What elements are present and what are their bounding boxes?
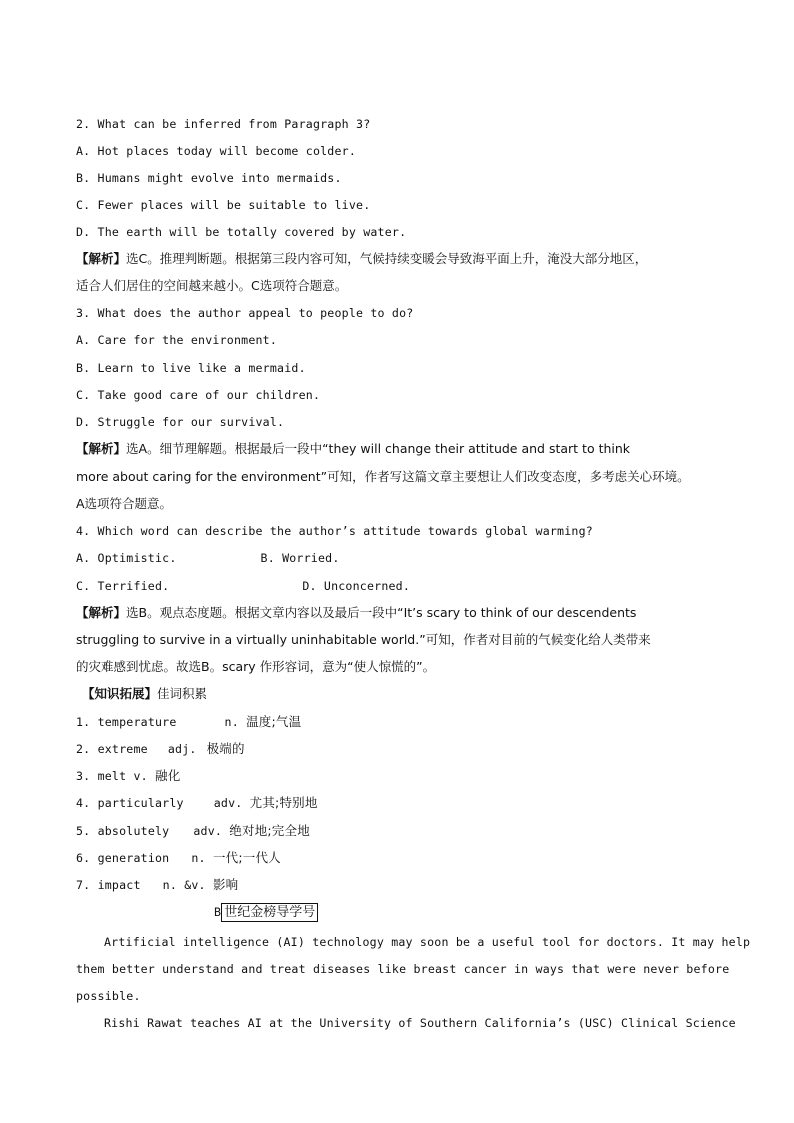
passage-p1-line-2: them better understand and treat diseases like breast cancer in ways that were never before [76,962,730,976]
passage-p1-line-3: possible. [76,989,141,1003]
vocab-pos: n. [224,715,239,729]
vocab-item [76,766,718,786]
question-2: 2. What can be inferred from Paragraph 3? [76,117,371,131]
q3-analysis-line-1 [76,439,718,459]
vocab-item [76,848,718,868]
vocab-num: 5. [76,824,91,838]
vocab-meaning: 融化 [155,768,181,783]
vocab-item [76,739,718,759]
vocab-item [76,793,718,813]
vocab-heading-text: 佳词积累 [157,686,208,701]
q3-option-a: A. Care for the environment. [76,333,278,347]
vocab-heading-tag: 【知识拓展】 [82,686,158,701]
vocab-meaning: 影响 [212,877,239,892]
passage-p1-line-1: Artificial intelligence (AI) technology may soon be a useful tool for doctors. It may help [104,935,751,949]
q2-option-d: D. The earth will be totally covered by water. [76,225,407,239]
analysis-tag: 【解析】 [76,605,127,620]
q4-analysis-line-2: struggling to survive in a virtually uninhabitable world.”可知，作者对目前的气候变化给人类带来 [76,632,651,647]
vocab-pos: v. [133,769,148,783]
section-letter: B [214,905,222,919]
question-3: 3. What does the author appeal to people to do? [76,306,414,320]
q2-option-b: B. Humans might evolve into mermaids. [76,171,342,185]
q3-analysis-text-1: 选A。细节理解题。根据最后一段中“they will change their attitude and start to think [126,441,631,456]
q4-analysis-line-1 [76,603,718,623]
vocab-heading [82,684,724,704]
passage-p2-line-1: Rishi Rawat teaches AI at the University of Southern California’s (USC) Clinical Science [104,1016,736,1030]
vocab-word: generation [97,851,170,865]
q3-analysis-line-2: more about caring for the environment”可知，作者写这篇文章主要想让人们改变态度，多考虑关心环境。 [76,469,690,484]
vocab-meaning: 一代;一代人 [212,850,281,865]
q4-option-a: A. Optimistic. [76,551,177,565]
vocab-num: 2. [76,742,91,756]
q2-option-c: C. Fewer places will be suitable to live. [76,198,371,212]
q3-option-d: D. Struggle for our survival. [76,415,285,429]
vocab-item [76,821,718,841]
vocab-pos: n. &v. [162,878,206,892]
vocab-num: 4. [76,796,91,810]
vocab-num: 1. [76,715,91,729]
vocab-num: 6. [76,851,91,865]
q4-options-row-2 [76,576,718,596]
q3-analysis-line-3: A选项符合题意。 [76,496,173,511]
vocab-word: absolutely [97,824,170,838]
analysis-tag: 【解析】 [76,251,127,266]
section-b-heading [214,902,414,922]
analysis-tag: 【解析】 [76,441,127,456]
vocab-num: 7. [76,878,91,892]
q4-analysis-line-3: 的灾难感到忧虑。故选B。scary 作形容词，意为“使人惊慌的”。 [76,659,436,674]
q2-analysis-text-1: 选C。推理判断题。根据第三段内容可知，气候持续变暖会导致海平面上升，淹没大部分地区， [126,251,648,266]
vocab-word: melt [97,769,127,783]
vocab-num: 3. [76,769,91,783]
boxed-title: 世纪金榜导学号 [221,903,318,922]
vocab-pos: adv. [193,824,223,838]
q4-option-c: C. Terrified. [76,579,170,593]
q2-analysis-line-1 [76,249,718,269]
vocab-pos: adj. [167,742,197,756]
vocab-word: temperature [97,715,177,729]
vocab-pos: adv. [213,796,243,810]
vocab-word: impact [97,878,141,892]
vocab-meaning: 绝对地;完全地 [229,823,310,838]
vocab-item [76,875,718,895]
vocab-meaning: 尤其;特别地 [249,795,318,810]
vocab-meaning: 温度;气温 [246,714,302,729]
q4-options-row-1 [76,548,718,568]
q2-option-a: A. Hot places today will become colder. [76,144,357,158]
q3-option-c: C. Take good care of our children. [76,388,321,402]
q4-option-b: B. Worried. [260,551,340,565]
vocab-word: particularly [97,796,184,810]
vocab-pos: n. [191,851,206,865]
q4-analysis-text-1: 选B。观点态度题。根据文章内容以及最后一段中“It’s scary to think of our descendents [126,605,637,620]
vocab-word: extreme [97,742,148,756]
vocab-meaning: 极端的 [206,741,245,756]
vocab-item [76,712,718,732]
q4-option-d: D. Unconcerned. [302,579,411,593]
q3-option-b: B. Learn to live like a mermaid. [76,361,306,375]
q2-analysis-line-2: 适合人们居住的空间越来越小。C选项符合题意。 [76,278,348,293]
question-4: 4. Which word can describe the author’s attitude towards global warming? [76,524,593,538]
